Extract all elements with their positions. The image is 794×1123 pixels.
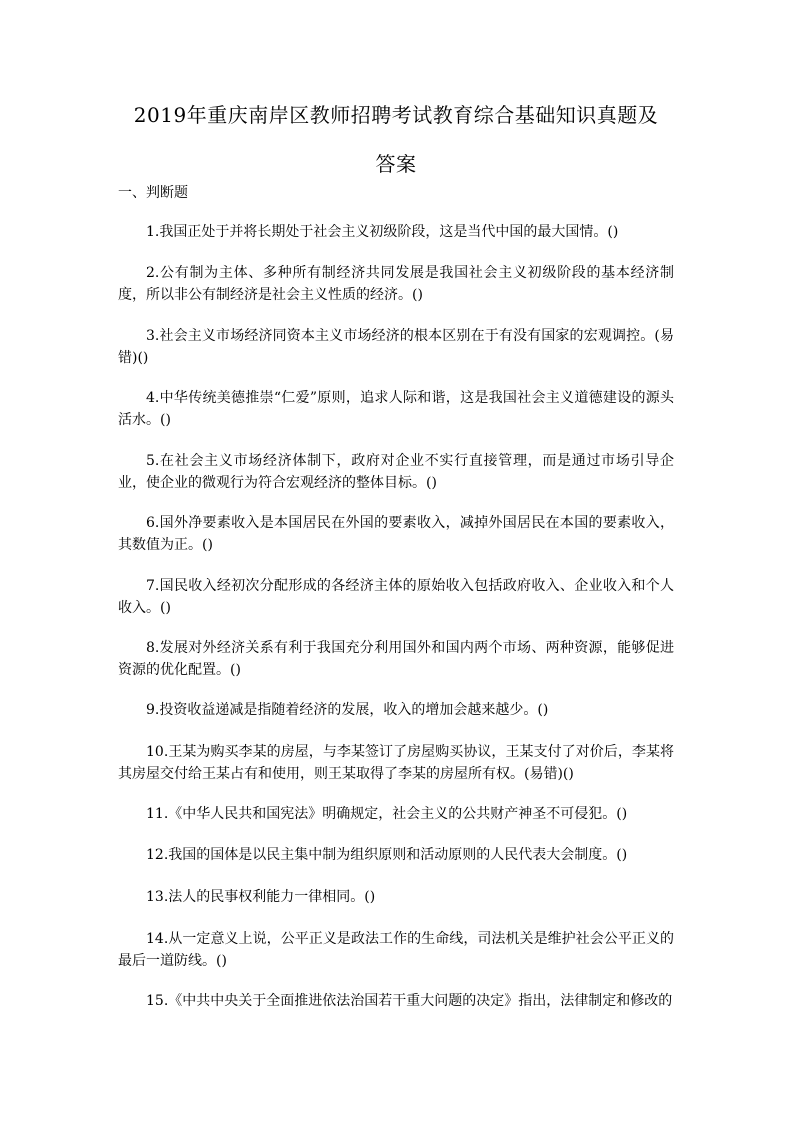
question-item: 11.《中华人民共和国宪法》明确规定，社会主义的公共财产神圣不可侵犯。() — [146, 806, 628, 822]
question-item: 3.社会主义市场经济同资本主义市场经济的根本区别在于有没有国家的宏观调控。(易错)() — [118, 328, 674, 366]
document-title-line2: 答案 — [375, 152, 417, 176]
question-item: 14.从一定意义上说，公平正义是政法工作的生命线，司法机关是维护社会公平正义的最后一道防线。() — [118, 931, 674, 969]
document-title-line1: 2019年重庆南岸区教师招聘考试教育综合基础知识真题及 — [133, 103, 659, 127]
question-item: 15.《中共中央关于全面推进依法治国若干重大问题的决定》指出，法律制定和修改的 — [146, 993, 673, 1009]
document-title — [118, 97, 674, 182]
question-item: 4.中华传统美德推崇“仁爱”原则，追求人际和谐，这是我国社会主义道德建设的源头活水。() — [118, 390, 674, 428]
question-item: 9.投资收益递减是指随着经济的发展，收入的增加会越来越少。() — [146, 702, 549, 718]
question-item: 7.国民收入经初次分配形成的各经济主体的原始收入包括政府收入、企业收入和个人收入。() — [118, 578, 674, 616]
section-heading: 一、判断题 — [118, 185, 188, 201]
question-item: 12.我国的国体是以民主集中制为组织原则和活动原则的人民代表大会制度。() — [146, 847, 628, 863]
question-item: 10.王某为购买李某的房屋，与李某签订了房屋购买协议，王某支付了对价后，李某将其房屋交付给王某占有和使用，则王某取得了李某的房屋所有权。(易错)() — [118, 744, 674, 782]
question-item: 6.国外净要素收入是本国居民在外国的要素收入，减掉外国居民在本国的要素收入，其数值为正。() — [118, 515, 674, 553]
question-item: 1.我国正处于并将长期处于社会主义初级阶段，这是当代中国的最大国情。() — [146, 224, 619, 240]
question-item: 8.发展对外经济关系有利于我国充分利用国外和国内两个市场、两种资源，能够促进资源的优化配置。() — [118, 640, 674, 678]
question-item: 5.在社会主义市场经济体制下，政府对企业不实行直接管理，而是通过市场引导企业，使企业的微观行为符合宏观经济的整体目标。() — [118, 453, 674, 491]
question-item: 2.公有制为主体、多种所有制经济共同发展是我国社会主义初级阶段的基本经济制度，所以非公有制经济是社会主义性质的经济。() — [118, 265, 674, 303]
question-item: 13.法人的民事权利能力一律相同。() — [146, 889, 376, 905]
